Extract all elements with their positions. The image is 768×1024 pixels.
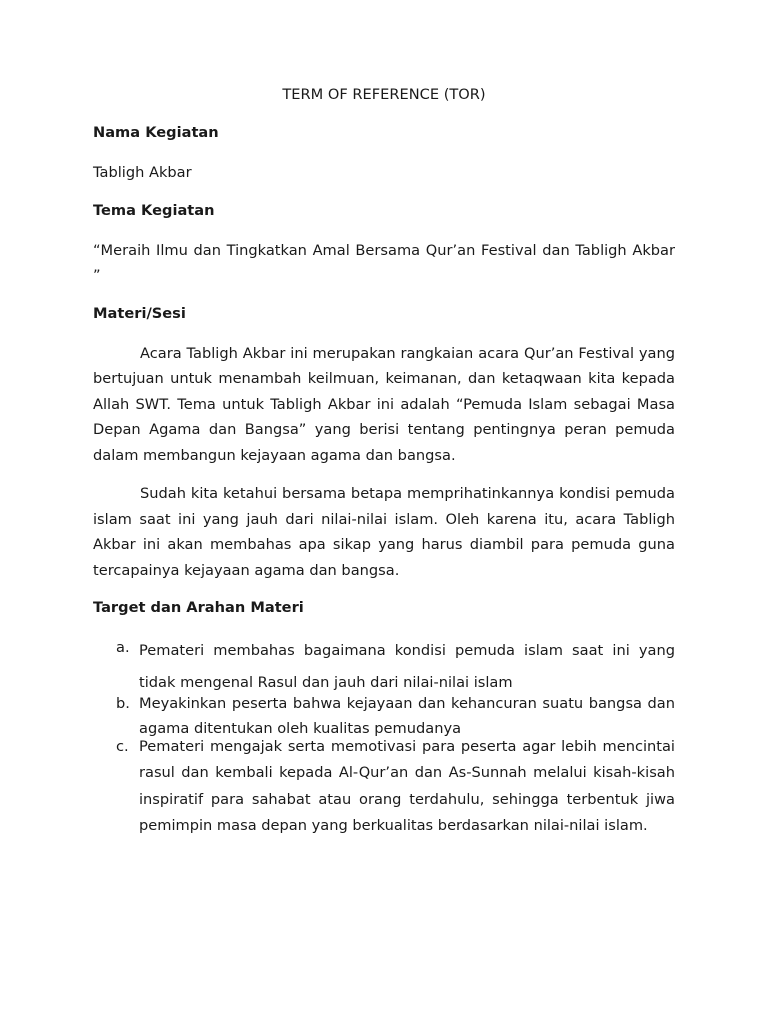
section-heading-nama-kegiatan: Nama Kegiatan [93,124,219,141]
section-heading-materi-sesi: Materi/Sesi [93,304,186,322]
list-marker: a. [116,639,130,656]
list-item [93,635,675,699]
document-page [93,84,675,839]
list-item-text: Pemateri membahas bagaimana kondisi pemuda islam saat ini yang tidak mengenal Rasul dan jauh dari nilai-nilai islam [139,642,675,691]
list-item-text: Meyakinkan peserta bahwa kejayaan dan kehancuran suatu bangsa dan agama ditentukan oleh kualitas pemudanya [139,695,675,737]
list-marker: c. [116,738,129,755]
list-marker: b. [116,695,130,712]
nama-kegiatan-value: Tabligh Akbar [93,164,192,181]
list-item-text: Pemateri mengajak serta memotivasi para peserta agar lebih mencintai rasul dan kembali kepada Al-Qur’an dan As-Sunnah melalui kisah-kisah inspiratif para sahabat atau orang terdahulu, sehingga terbentuk jiwa pemimpin masa depan yang berkualitas berdasarkan nilai-nilai islam. [139,738,675,834]
target-list [93,635,675,839]
list-item [93,734,675,839]
materi-paragraph-2: Sudah kita ketahui bersama betapa memprihatinkannya kondisi pemuda islam saat ini yang jauh dari nilai-nilai islam. Oleh karena itu, acara Tabligh Akbar ini akan membahas apa sikap yang harus diambil para pemuda guna tercapainya kejayaan agama dan bangsa. [93,485,675,579]
section-heading-target-arahan: Target dan Arahan Materi [93,599,304,616]
section-heading-tema-kegiatan: Tema Kegiatan [93,201,215,219]
tema-kegiatan-value: “Meraih Ilmu dan Tingkatkan Amal Bersama Qur’an Festival dan Tabligh Akbar ” [93,241,675,284]
document-title: TERM OF REFERENCE (TOR) [282,86,486,103]
materi-paragraph-1: Acara Tabligh Akbar ini merupakan rangkaian acara Qur’an Festival yang bertujuan untuk menambah keilmuan, keimanan, dan ketaqwaan kita kepada Allah SWT. Tema untuk Tabligh Akbar ini adalah “Pemuda Islam sebagai Masa Depan Agama dan Bangsa” yang berisi tentang pentingnya peran pemuda dalam membangun kejayaan agama dan bangsa. [93,344,675,464]
